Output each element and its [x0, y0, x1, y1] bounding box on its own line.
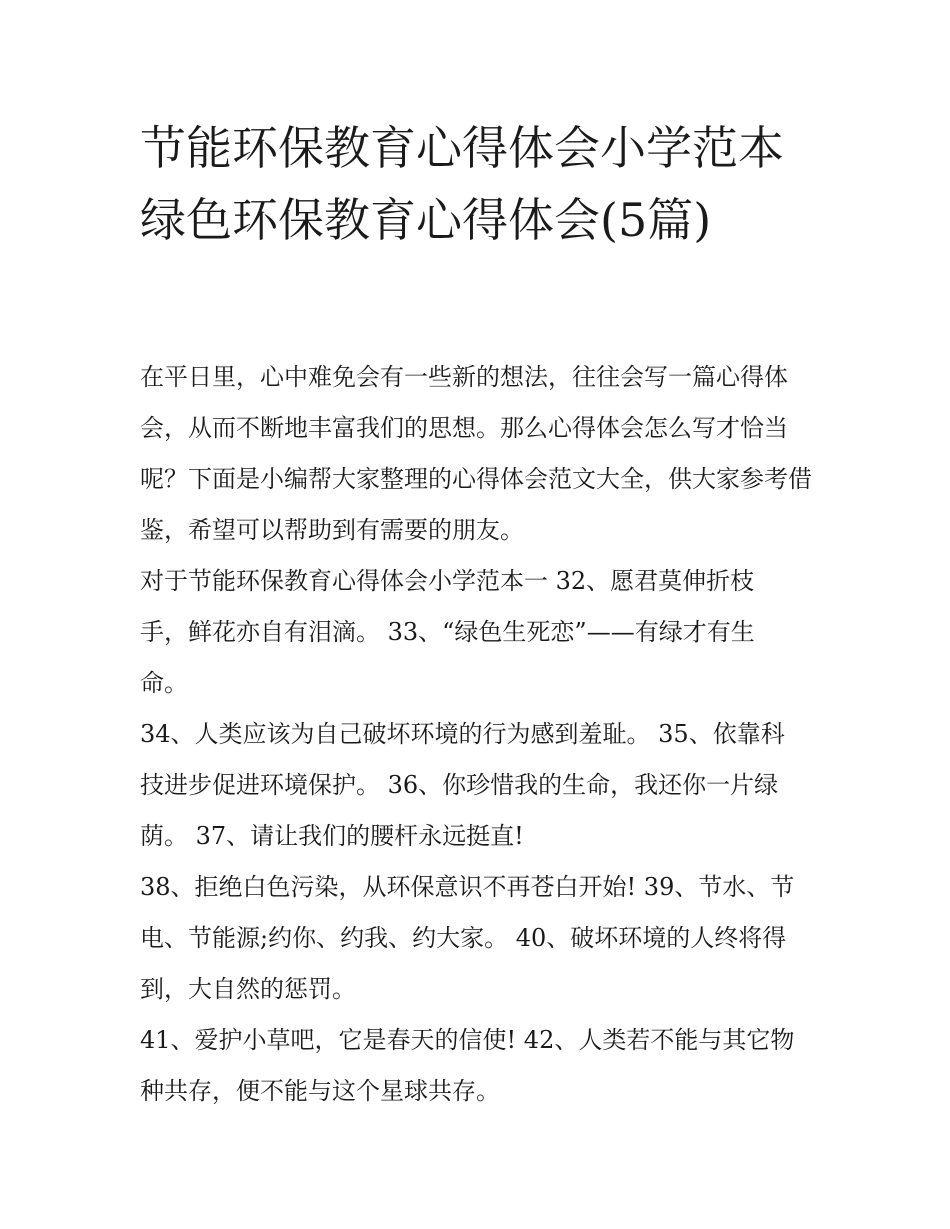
slogan-paragraph-32-33: 对于节能环保教育心得体会小学范本一 32、愿君莫伸折枝手，鲜花亦自有泪滴。 33、“绿色生死恋”——有绿才有生命。: [140, 567, 755, 697]
slogan-paragraph-34-37: 34、人类应该为自己破坏环境的行为感到羞耻。 35、依靠科技进步促进环境保护。 36、你珍惜我的生命，我还你一片绿荫。 37、请让我们的腰杆永远挺直!: [140, 720, 785, 850]
document-title: 节能环保教育心得体会小学范本 绿色环保教育心得体会(5篇): [140, 121, 784, 247]
slogan-paragraph-38-40: 38、拒绝白色污染，从环保意识不再苍白开始! 39、节水、节电、节能源;约你、约我、约大家。 40、破坏环境的人终将得到，大自然的惩罚。: [140, 873, 795, 1003]
slogan-paragraph-41-42: 41、爱护小草吧，它是春天的信使! 42、人类若不能与其它物种共存，便不能与这个星球共存。: [140, 1026, 795, 1105]
document-body: [140, 352, 820, 1117]
intro-paragraph: 在平日里，心中难免会有一些新的想法，往往会写一篇心得体会，从而不断地丰富我们的思想。那么心得体会怎么写才恰当呢？下面是小编帮大家整理的心得体会范文大全，供大家参考借鉴，希望可以帮助到有需要的朋友。: [140, 363, 812, 544]
